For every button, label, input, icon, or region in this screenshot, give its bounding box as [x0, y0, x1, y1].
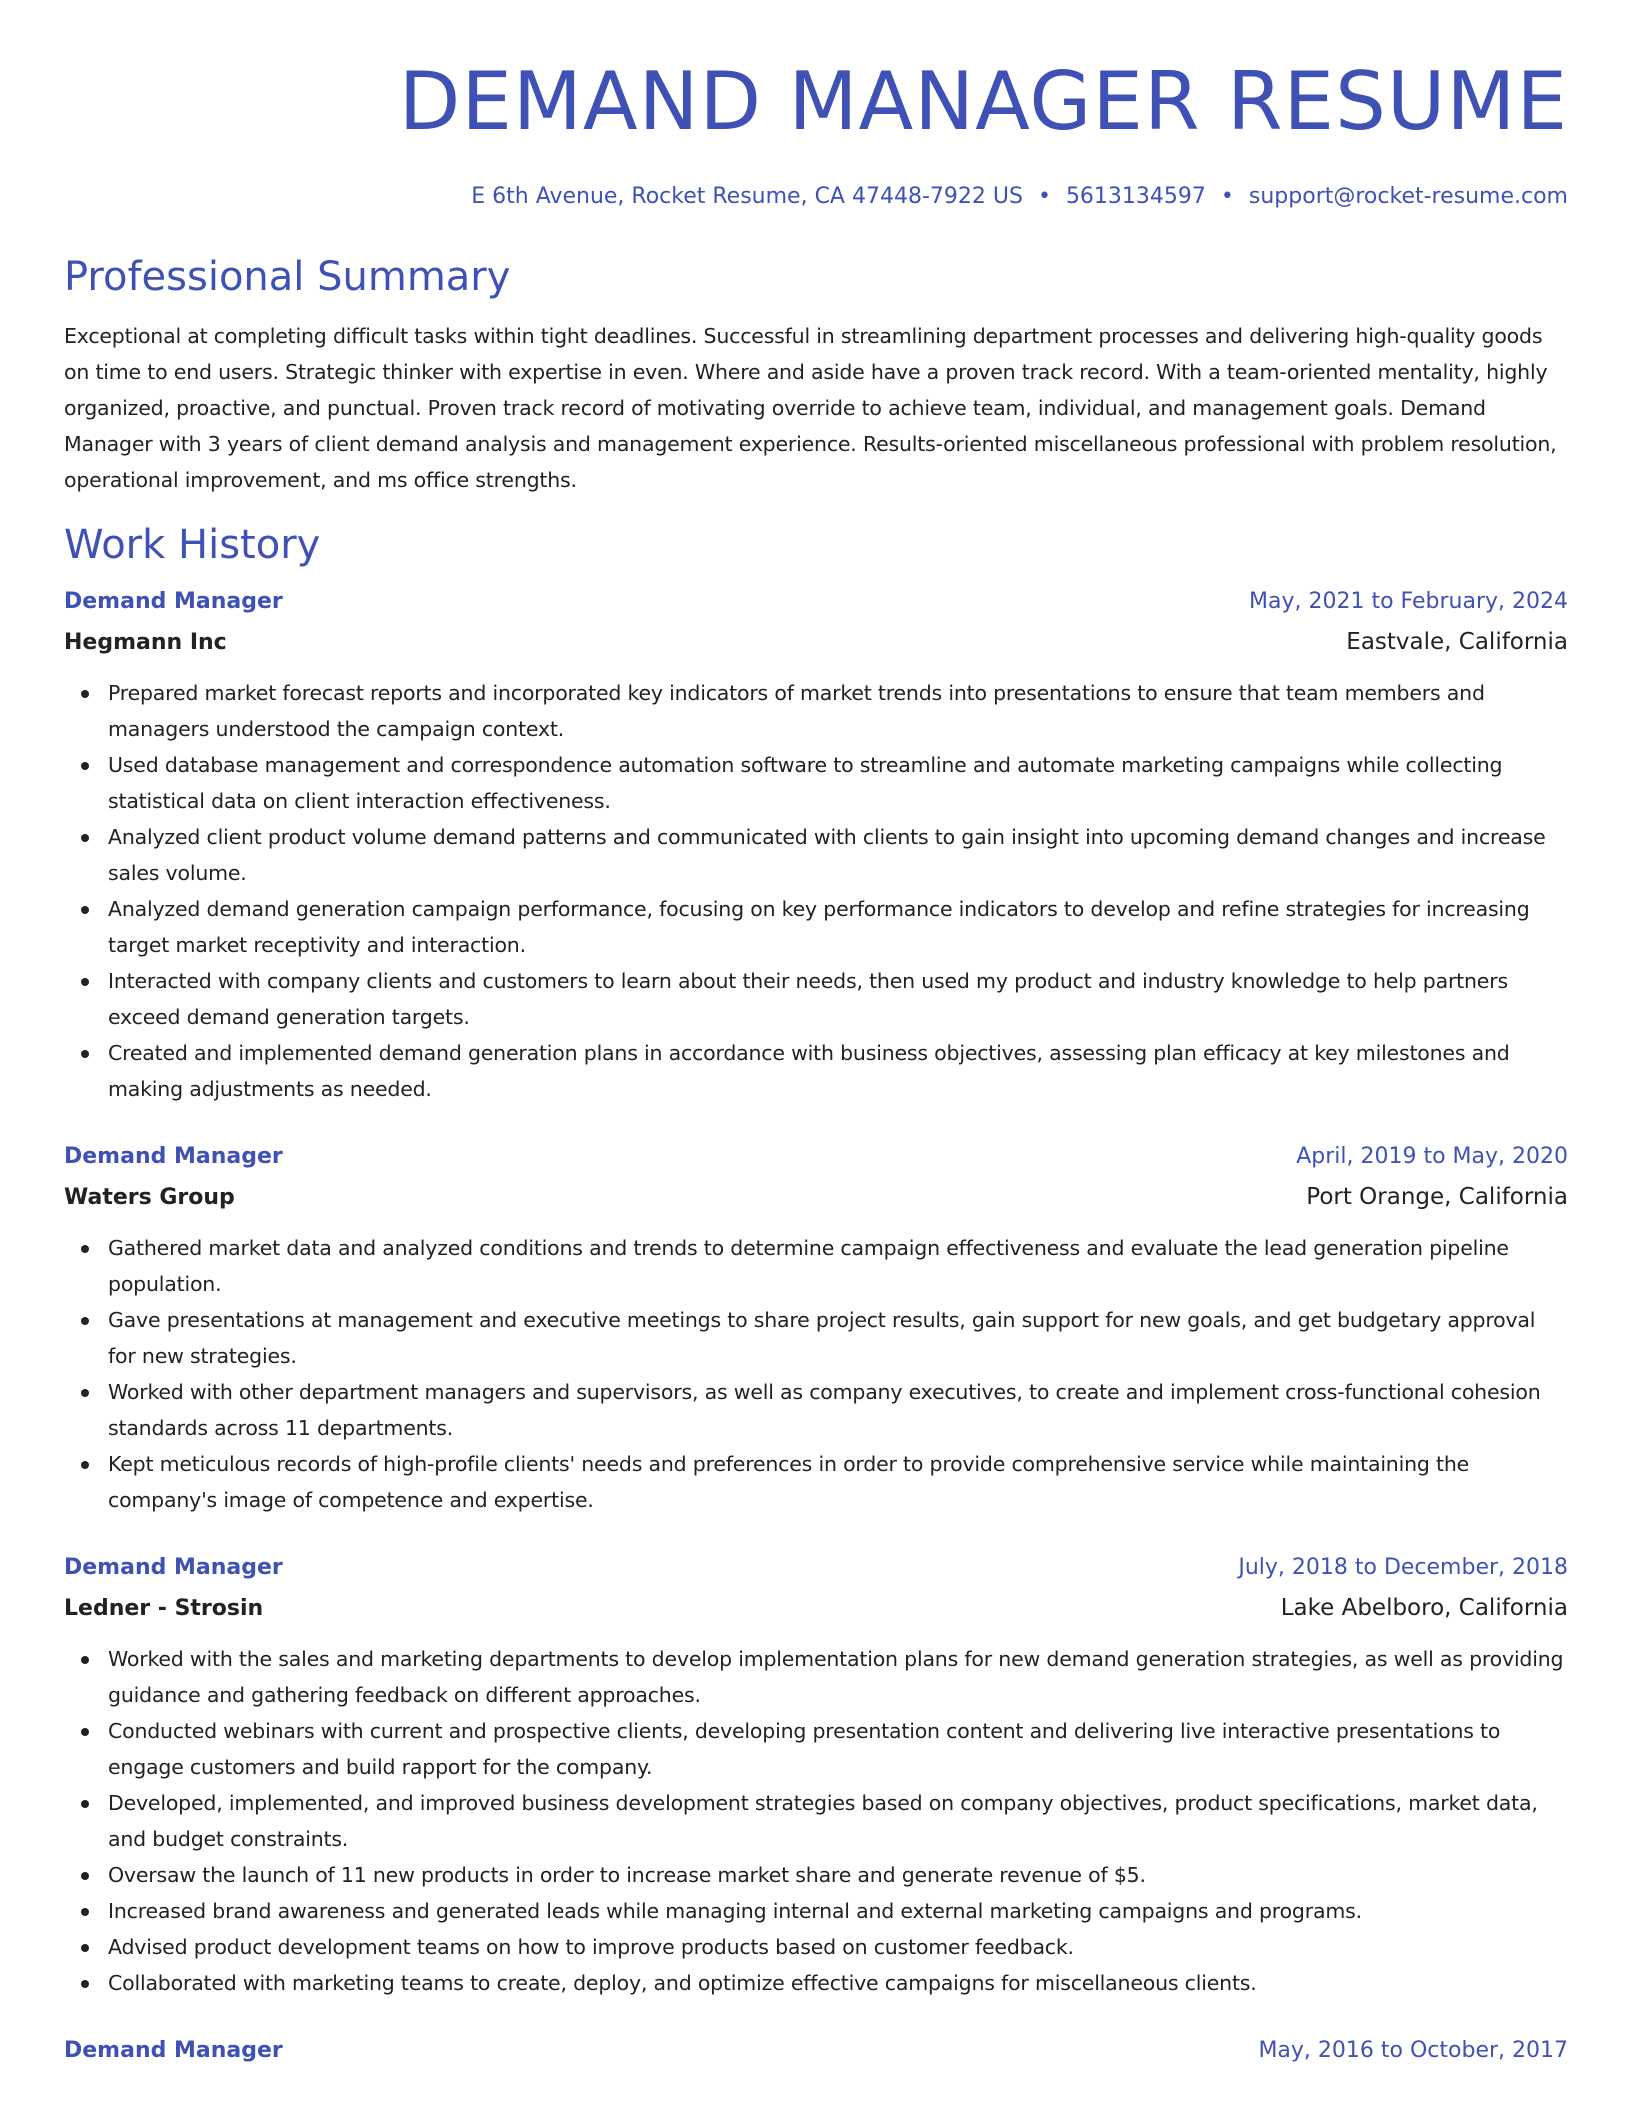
job-location: Lake Abelboro, California — [1280, 1595, 1568, 1621]
job-company: Waters Group — [64, 1185, 235, 1210]
job-bullet: Used database management and correspondence automation software to streamline and automate marketing campaigns while collecting statistical data on client interaction effectiveness. — [108, 747, 1568, 819]
job-entry — [64, 2035, 1568, 2067]
work-history-heading: Work History — [64, 522, 321, 568]
contact-phone[interactable]: 5613134597 — [1065, 184, 1206, 209]
job-company-row — [64, 618, 1568, 659]
job-company: Hegmann Inc — [64, 630, 227, 655]
resume-page — [64, 0, 1568, 2067]
job-bullet: Conducted webinars with current and prospective clients, developing presentation content and delivering live interactive presentations to engage customers and build rapport for the company. — [108, 1713, 1568, 1785]
job-bullet: Gathered market data and analyzed conditions and trends to determine campaign effectiveness and evaluate the lead generation pipeline population. — [108, 1230, 1568, 1302]
job-bullet: Oversaw the launch of 11 new products in order to increase market share and generate revenue of $5. — [108, 1857, 1568, 1893]
job-entry — [64, 1141, 1568, 1518]
job-company-row — [64, 1173, 1568, 1214]
job-company: Ledner - Strosin — [64, 1596, 264, 1621]
job-location: Eastvale, California — [1346, 629, 1568, 655]
job-bullet: Worked with the sales and marketing departments to develop implementation plans for new demand generation strategies, as well as providing guidance and gathering feedback on different approaches. — [108, 1641, 1568, 1713]
resume-title: DEMAND MANAGER RESUME — [398, 55, 1568, 148]
job-bullet: Advised product development teams on how to improve products based on customer feedback. — [108, 1929, 1568, 1965]
job-company-row — [64, 1584, 1568, 1625]
job-dates: April, 2019 to May, 2020 — [1296, 1144, 1568, 1169]
job-bullet: Kept meticulous records of high-profile clients' needs and preferences in order to provide comprehensive service while maintaining the company's image of competence and expertise. — [108, 1446, 1568, 1518]
job-bullet-list — [64, 1641, 1568, 2001]
job-bullet: Collaborated with marketing teams to create, deploy, and optimize effective campaigns for miscellaneous clients. — [108, 1965, 1568, 2001]
job-header-row — [64, 2035, 1568, 2067]
job-bullet: Prepared market forecast reports and incorporated key indicators of market trends into presentations to ensure that team members and managers understood the campaign context. — [108, 675, 1568, 747]
summary-text: Exceptional at completing difficult tasks within tight deadlines. Successful in streamlining department processes and delivering high-quality goods on time to end users. Strategic thinker with expertise in even. Where and aside have a proven track record. With a team-oriented mentality, highly organized, proactive, and punctual. Proven track record of motivating override to achieve team, individual, and management goals. Demand Manager with 3 years of client demand analysis and management experience. Results-oriented miscellaneous professional with problem resolution, operational improvement, and ms office strengths. — [64, 324, 1557, 492]
summary-heading: Professional Summary — [64, 254, 511, 300]
job-bullet: Worked with other department managers and supervisors, as well as company executives, to create and implement cross-functional cohesion standards across 11 departments. — [108, 1374, 1568, 1446]
contact-line — [64, 182, 1568, 212]
job-bullet: Created and implemented demand generation plans in accordance with business objectives, assessing plan efficacy at key milestones and making adjustments as needed. — [108, 1035, 1568, 1107]
job-bullet-list — [64, 675, 1568, 1107]
job-dates: May, 2016 to October, 2017 — [1258, 2038, 1568, 2063]
job-bullet: Developed, implemented, and improved business development strategies based on company objectives, product specifications, market data, and budget constraints. — [108, 1785, 1568, 1857]
job-entry — [64, 586, 1568, 1107]
job-bullet-list — [64, 1230, 1568, 1518]
job-bullet: Analyzed client product volume demand patterns and communicated with clients to gain insight into upcoming demand changes and increase sales volume. — [108, 819, 1568, 891]
job-header-row — [64, 586, 1568, 618]
job-entry — [64, 1552, 1568, 2001]
job-role: Demand Manager — [64, 589, 283, 614]
job-header-row — [64, 1141, 1568, 1173]
job-bullet: Gave presentations at management and executive meetings to share project results, gain support for new goals, and get budgetary approval for new strategies. — [108, 1302, 1568, 1374]
job-dates: May, 2021 to February, 2024 — [1249, 589, 1568, 614]
job-list — [64, 586, 1568, 2067]
contact-address: E 6th Avenue, Rocket Resume, CA 47448-7922 US — [471, 184, 1023, 209]
contact-separator: • — [1037, 184, 1051, 209]
job-bullet: Analyzed demand generation campaign performance, focusing on key performance indicators to develop and refine strategies for increasing target market receptivity and interaction. — [108, 891, 1568, 963]
job-header-row — [64, 1552, 1568, 1584]
contact-separator: • — [1220, 184, 1234, 209]
job-dates: July, 2018 to December, 2018 — [1238, 1555, 1568, 1580]
job-role: Demand Manager — [64, 1555, 283, 1580]
job-location: Port Orange, California — [1306, 1184, 1568, 1210]
job-bullet: Interacted with company clients and customers to learn about their needs, then used my product and industry knowledge to help partners exceed demand generation targets. — [108, 963, 1568, 1035]
job-bullet: Increased brand awareness and generated leads while managing internal and external marketing campaigns and programs. — [108, 1893, 1568, 1929]
job-role: Demand Manager — [64, 1144, 283, 1169]
job-role: Demand Manager — [64, 2038, 283, 2063]
contact-email[interactable]: support@rocket-resume.com — [1248, 184, 1568, 209]
